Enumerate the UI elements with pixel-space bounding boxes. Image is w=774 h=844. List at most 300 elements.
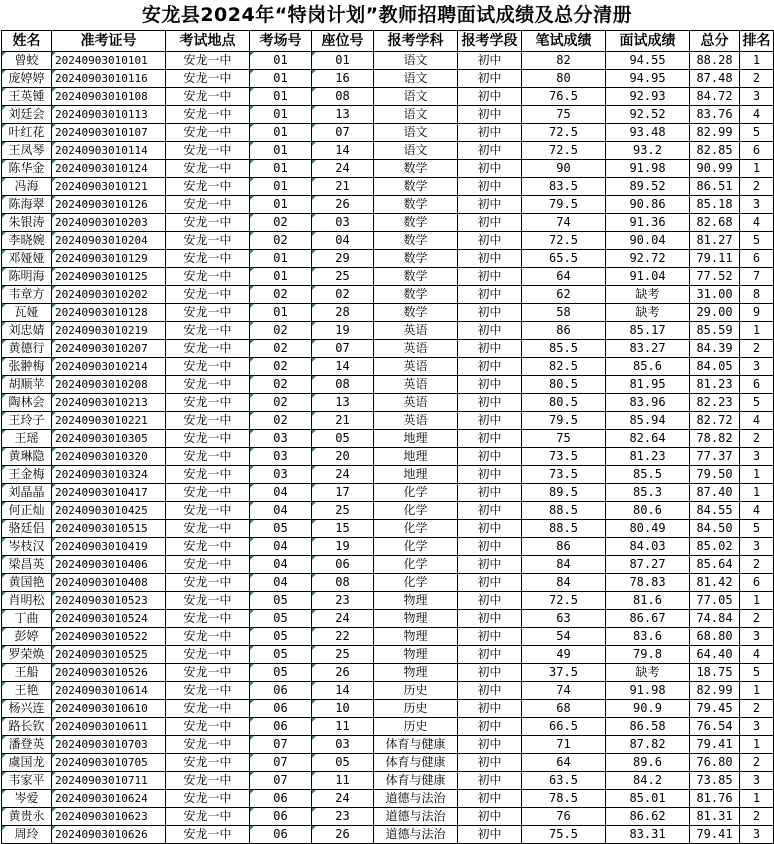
cell-rank bbox=[740, 52, 774, 70]
cell-location-text: 安龙一中 bbox=[183, 737, 232, 751]
cell-rank-text: 4 bbox=[752, 413, 761, 427]
cell-interview-score-text: 缺考 bbox=[635, 305, 660, 319]
cell-room bbox=[250, 88, 312, 106]
cell-interview-score-text: 90.86 bbox=[629, 197, 666, 211]
cell-written-score-text: 49 bbox=[556, 647, 571, 661]
cell-location bbox=[166, 214, 250, 232]
cell-location bbox=[166, 250, 250, 268]
cell-name-text: 彭婷 bbox=[14, 629, 39, 643]
cell-seat-text: 21 bbox=[335, 413, 350, 427]
text-number-indicator-icon bbox=[2, 286, 6, 290]
cell-seat bbox=[312, 214, 374, 232]
cell-subject-text: 物理 bbox=[403, 647, 428, 661]
cell-location bbox=[166, 322, 250, 340]
cell-room bbox=[250, 556, 312, 574]
header-written-score: 笔试成绩 bbox=[522, 31, 606, 52]
table-row bbox=[2, 772, 774, 790]
cell-seat-text: 14 bbox=[335, 143, 350, 157]
text-number-indicator-icon bbox=[2, 430, 6, 434]
cell-interview-score-text: 86.67 bbox=[629, 611, 666, 625]
cell-written-score bbox=[522, 556, 606, 574]
cell-exam-id bbox=[52, 610, 166, 628]
cell-written-score bbox=[522, 88, 606, 106]
text-number-indicator-icon bbox=[250, 250, 254, 254]
cell-written-score-text: 72.5 bbox=[549, 143, 578, 157]
cell-written-score-text: 63.5 bbox=[549, 773, 578, 787]
text-number-indicator-icon bbox=[52, 520, 56, 524]
cell-level bbox=[458, 196, 522, 214]
cell-location bbox=[166, 556, 250, 574]
text-number-indicator-icon bbox=[312, 520, 316, 524]
cell-room bbox=[250, 682, 312, 700]
cell-room-text: 03 bbox=[273, 449, 288, 463]
cell-seat bbox=[312, 286, 374, 304]
text-number-indicator-icon bbox=[52, 754, 56, 758]
score-sheet bbox=[1, 0, 773, 844]
cell-interview-score bbox=[606, 664, 690, 682]
cell-level-text: 初中 bbox=[477, 593, 502, 607]
cell-room-text: 06 bbox=[273, 683, 288, 697]
cell-interview-score bbox=[606, 682, 690, 700]
cell-location-text: 安龙一中 bbox=[183, 503, 232, 517]
cell-total bbox=[690, 736, 740, 754]
text-number-indicator-icon bbox=[2, 214, 6, 218]
cell-subject-text: 数学 bbox=[403, 197, 428, 211]
cell-subject bbox=[374, 808, 458, 826]
cell-room-text: 01 bbox=[273, 89, 288, 103]
cell-interview-score-text: 85.6 bbox=[633, 359, 662, 373]
cell-name bbox=[2, 106, 52, 124]
cell-room-text: 07 bbox=[273, 737, 288, 751]
cell-level-text: 初中 bbox=[477, 305, 502, 319]
text-number-indicator-icon bbox=[312, 394, 316, 398]
cell-name bbox=[2, 214, 52, 232]
text-number-indicator-icon bbox=[250, 376, 254, 380]
cell-seat-text: 24 bbox=[335, 791, 350, 805]
cell-seat-text: 08 bbox=[335, 575, 350, 589]
cell-location-text: 安龙一中 bbox=[183, 215, 232, 229]
cell-name-text: 庞婷婷 bbox=[8, 71, 45, 85]
cell-total bbox=[690, 412, 740, 430]
cell-location bbox=[166, 754, 250, 772]
text-number-indicator-icon bbox=[52, 142, 56, 146]
text-number-indicator-icon bbox=[312, 286, 316, 290]
cell-total bbox=[690, 358, 740, 376]
cell-written-score bbox=[522, 448, 606, 466]
cell-written-score-text: 71 bbox=[556, 737, 571, 751]
cell-level-text: 初中 bbox=[477, 395, 502, 409]
cell-total bbox=[690, 214, 740, 232]
table-row bbox=[2, 628, 774, 646]
cell-rank-text: 3 bbox=[752, 197, 761, 211]
cell-room bbox=[250, 628, 312, 646]
cell-exam-id bbox=[52, 178, 166, 196]
cell-level bbox=[458, 232, 522, 250]
cell-location bbox=[166, 124, 250, 142]
cell-exam-id bbox=[52, 736, 166, 754]
cell-seat bbox=[312, 628, 374, 646]
cell-seat bbox=[312, 808, 374, 826]
cell-level-text: 初中 bbox=[477, 737, 502, 751]
text-number-indicator-icon bbox=[2, 232, 6, 236]
cell-name bbox=[2, 376, 52, 394]
cell-room-text: 04 bbox=[273, 539, 288, 553]
table-row bbox=[2, 718, 774, 736]
text-number-indicator-icon bbox=[250, 88, 254, 92]
cell-written-score-text: 76 bbox=[556, 809, 571, 823]
cell-interview-score bbox=[606, 196, 690, 214]
text-number-indicator-icon bbox=[250, 754, 254, 758]
cell-written-score-text: 86 bbox=[556, 323, 571, 337]
cell-rank-text: 2 bbox=[752, 755, 761, 769]
cell-total bbox=[690, 718, 740, 736]
text-number-indicator-icon bbox=[2, 412, 6, 416]
cell-interview-score bbox=[606, 520, 690, 538]
cell-location-text: 安龙一中 bbox=[183, 413, 232, 427]
text-number-indicator-icon bbox=[250, 736, 254, 740]
cell-rank bbox=[740, 340, 774, 358]
cell-subject bbox=[374, 682, 458, 700]
cell-room bbox=[250, 808, 312, 826]
cell-subject bbox=[374, 826, 458, 844]
cell-name bbox=[2, 610, 52, 628]
cell-location-text: 安龙一中 bbox=[183, 539, 232, 553]
cell-subject-text: 物理 bbox=[403, 593, 428, 607]
cell-seat bbox=[312, 754, 374, 772]
cell-seat-text: 13 bbox=[335, 395, 350, 409]
table-row bbox=[2, 232, 774, 250]
cell-room bbox=[250, 52, 312, 70]
cell-location bbox=[166, 448, 250, 466]
cell-room-text: 04 bbox=[273, 557, 288, 571]
table-row bbox=[2, 322, 774, 340]
cell-seat bbox=[312, 304, 374, 322]
cell-interview-score bbox=[606, 142, 690, 160]
cell-rank bbox=[740, 232, 774, 250]
cell-rank bbox=[740, 214, 774, 232]
cell-rank bbox=[740, 790, 774, 808]
cell-rank bbox=[740, 448, 774, 466]
cell-total-text: 68.80 bbox=[696, 629, 733, 643]
table-header bbox=[2, 31, 774, 52]
cell-name-text: 胡顺苹 bbox=[8, 377, 45, 391]
cell-total-text: 84.05 bbox=[696, 359, 733, 373]
cell-subject-text: 物理 bbox=[403, 611, 428, 625]
cell-name bbox=[2, 268, 52, 286]
cell-subject bbox=[374, 736, 458, 754]
cell-name bbox=[2, 826, 52, 844]
cell-seat bbox=[312, 736, 374, 754]
cell-level bbox=[458, 340, 522, 358]
cell-level bbox=[458, 808, 522, 826]
text-number-indicator-icon bbox=[250, 574, 254, 578]
cell-exam-id bbox=[52, 412, 166, 430]
cell-rank bbox=[740, 358, 774, 376]
cell-subject-text: 道德与法治 bbox=[385, 809, 446, 823]
cell-rank-text: 4 bbox=[752, 647, 761, 661]
table-row bbox=[2, 268, 774, 286]
cell-seat bbox=[312, 484, 374, 502]
text-number-indicator-icon bbox=[250, 772, 254, 776]
text-number-indicator-icon bbox=[2, 664, 6, 668]
cell-subject-text: 语文 bbox=[403, 125, 428, 139]
cell-exam-id-text: 20240903010324 bbox=[55, 468, 148, 481]
cell-written-score-text: 89.5 bbox=[549, 485, 578, 499]
cell-total-text: 29.00 bbox=[696, 305, 733, 319]
cell-location-text: 安龙一中 bbox=[183, 377, 232, 391]
cell-name-text: 虞国龙 bbox=[8, 755, 45, 769]
cell-subject-text: 数学 bbox=[403, 305, 428, 319]
cell-room bbox=[250, 358, 312, 376]
cell-written-score-text: 63 bbox=[556, 611, 571, 625]
cell-rank-text: 1 bbox=[752, 737, 761, 751]
cell-total-text: 79.41 bbox=[696, 737, 733, 751]
cell-level-text: 初中 bbox=[477, 125, 502, 139]
cell-exam-id-text: 20240903010107 bbox=[55, 126, 148, 139]
cell-level-text: 初中 bbox=[477, 809, 502, 823]
cell-level-text: 初中 bbox=[477, 287, 502, 301]
cell-written-score-text: 86 bbox=[556, 539, 571, 553]
table-row bbox=[2, 574, 774, 592]
cell-written-score-text: 75 bbox=[556, 107, 571, 121]
cell-written-score-text: 72.5 bbox=[549, 233, 578, 247]
cell-rank bbox=[740, 124, 774, 142]
cell-subject bbox=[374, 196, 458, 214]
cell-room bbox=[250, 736, 312, 754]
cell-subject bbox=[374, 574, 458, 592]
cell-subject-text: 化学 bbox=[403, 485, 428, 499]
cell-name-text: 王艳 bbox=[14, 683, 39, 697]
cell-total bbox=[690, 826, 740, 844]
cell-interview-score bbox=[606, 376, 690, 394]
cell-name bbox=[2, 412, 52, 430]
cell-interview-score bbox=[606, 304, 690, 322]
cell-room bbox=[250, 502, 312, 520]
cell-seat bbox=[312, 124, 374, 142]
table-row bbox=[2, 466, 774, 484]
cell-room bbox=[250, 124, 312, 142]
cell-subject bbox=[374, 412, 458, 430]
text-number-indicator-icon bbox=[52, 268, 56, 272]
cell-written-score bbox=[522, 520, 606, 538]
cell-room-text: 01 bbox=[273, 197, 288, 211]
text-number-indicator-icon bbox=[250, 142, 254, 146]
cell-interview-score bbox=[606, 574, 690, 592]
cell-subject bbox=[374, 484, 458, 502]
cell-interview-score-text: 90.9 bbox=[633, 701, 662, 715]
cell-level-text: 初中 bbox=[477, 827, 502, 841]
cell-exam-id-text: 20240903010425 bbox=[55, 504, 148, 517]
cell-exam-id bbox=[52, 250, 166, 268]
cell-rank bbox=[740, 304, 774, 322]
cell-location-text: 安龙一中 bbox=[183, 395, 232, 409]
cell-total-text: 79.11 bbox=[696, 251, 733, 265]
text-number-indicator-icon bbox=[52, 700, 56, 704]
cell-seat bbox=[312, 772, 374, 790]
header-level: 报考学段 bbox=[458, 31, 522, 52]
cell-name bbox=[2, 718, 52, 736]
cell-name bbox=[2, 556, 52, 574]
cell-written-score-text: 82.5 bbox=[549, 359, 578, 373]
cell-name-text: 韦章方 bbox=[8, 287, 45, 301]
cell-level bbox=[458, 682, 522, 700]
cell-exam-id bbox=[52, 574, 166, 592]
cell-written-score bbox=[522, 70, 606, 88]
cell-seat-text: 22 bbox=[335, 629, 350, 643]
cell-total-text: 82.23 bbox=[696, 395, 733, 409]
cell-room bbox=[250, 412, 312, 430]
cell-level-text: 初中 bbox=[477, 233, 502, 247]
text-number-indicator-icon bbox=[2, 250, 6, 254]
cell-written-score-text: 62 bbox=[556, 287, 571, 301]
text-number-indicator-icon bbox=[312, 790, 316, 794]
table-row bbox=[2, 664, 774, 682]
cell-seat-text: 06 bbox=[335, 557, 350, 571]
cell-written-score-text: 75 bbox=[556, 431, 571, 445]
cell-exam-id-text: 20240903010711 bbox=[55, 774, 148, 787]
cell-exam-id-text: 20240903010116 bbox=[55, 72, 148, 85]
cell-rank bbox=[740, 466, 774, 484]
cell-written-score bbox=[522, 538, 606, 556]
cell-total-text: 77.52 bbox=[696, 269, 733, 283]
cell-subject-text: 物理 bbox=[403, 665, 428, 679]
cell-level-text: 初中 bbox=[477, 341, 502, 355]
cell-interview-score-text: 78.83 bbox=[629, 575, 666, 589]
cell-total-text: 85.02 bbox=[696, 539, 733, 553]
cell-seat bbox=[312, 664, 374, 682]
cell-interview-score-text: 83.31 bbox=[629, 827, 666, 841]
cell-total bbox=[690, 124, 740, 142]
cell-rank bbox=[740, 142, 774, 160]
cell-location bbox=[166, 484, 250, 502]
table-row bbox=[2, 700, 774, 718]
text-number-indicator-icon bbox=[250, 466, 254, 470]
cell-interview-score-text: 79.8 bbox=[633, 647, 662, 661]
cell-exam-id bbox=[52, 430, 166, 448]
cell-name-text: 罗荣焕 bbox=[8, 647, 45, 661]
cell-level-text: 初中 bbox=[477, 161, 502, 175]
cell-total bbox=[690, 700, 740, 718]
cell-subject bbox=[374, 700, 458, 718]
cell-rank bbox=[740, 376, 774, 394]
cell-rank-text: 2 bbox=[752, 179, 761, 193]
cell-exam-id bbox=[52, 142, 166, 160]
text-number-indicator-icon bbox=[52, 610, 56, 614]
cell-written-score-text: 75.5 bbox=[549, 827, 578, 841]
cell-written-score bbox=[522, 232, 606, 250]
text-number-indicator-icon bbox=[312, 466, 316, 470]
cell-rank-text: 3 bbox=[752, 773, 761, 787]
text-number-indicator-icon bbox=[250, 124, 254, 128]
cell-room bbox=[250, 466, 312, 484]
cell-room-text: 02 bbox=[273, 323, 288, 337]
cell-interview-score-text: 84.2 bbox=[633, 773, 662, 787]
table-row bbox=[2, 358, 774, 376]
cell-room-text: 01 bbox=[273, 179, 288, 193]
cell-written-score-text: 64 bbox=[556, 755, 571, 769]
text-number-indicator-icon bbox=[52, 376, 56, 380]
cell-seat-text: 19 bbox=[335, 539, 350, 553]
cell-exam-id-text: 20240903010705 bbox=[55, 756, 148, 769]
cell-subject-text: 数学 bbox=[403, 233, 428, 247]
cell-exam-id-text: 20240903010614 bbox=[55, 684, 148, 697]
text-number-indicator-icon bbox=[312, 556, 316, 560]
cell-name bbox=[2, 754, 52, 772]
cell-room bbox=[250, 286, 312, 304]
cell-exam-id bbox=[52, 88, 166, 106]
cell-room bbox=[250, 448, 312, 466]
text-number-indicator-icon bbox=[2, 448, 6, 452]
cell-total bbox=[690, 448, 740, 466]
cell-seat-text: 28 bbox=[335, 305, 350, 319]
text-number-indicator-icon bbox=[250, 682, 254, 686]
cell-interview-score bbox=[606, 754, 690, 772]
text-number-indicator-icon bbox=[52, 340, 56, 344]
cell-exam-id bbox=[52, 286, 166, 304]
text-number-indicator-icon bbox=[250, 502, 254, 506]
cell-subject bbox=[374, 394, 458, 412]
cell-room bbox=[250, 142, 312, 160]
cell-total-text: 81.27 bbox=[696, 233, 733, 247]
cell-rank bbox=[740, 736, 774, 754]
text-number-indicator-icon bbox=[52, 628, 56, 632]
cell-room bbox=[250, 196, 312, 214]
cell-exam-id-text: 20240903010101 bbox=[55, 54, 148, 67]
cell-exam-id bbox=[52, 448, 166, 466]
cell-rank-text: 3 bbox=[752, 719, 761, 733]
cell-level bbox=[458, 448, 522, 466]
cell-rank-text: 1 bbox=[752, 323, 761, 337]
cell-interview-score-text: 83.96 bbox=[629, 395, 666, 409]
cell-exam-id bbox=[52, 826, 166, 844]
cell-exam-id-text: 20240903010204 bbox=[55, 234, 148, 247]
cell-level-text: 初中 bbox=[477, 359, 502, 373]
cell-rank-text: 4 bbox=[752, 215, 761, 229]
cell-written-score-text: 54 bbox=[556, 629, 571, 643]
cell-location-text: 安龙一中 bbox=[183, 161, 232, 175]
table-row bbox=[2, 52, 774, 70]
cell-seat-text: 16 bbox=[335, 71, 350, 85]
text-number-indicator-icon bbox=[52, 448, 56, 452]
text-number-indicator-icon bbox=[52, 358, 56, 362]
cell-interview-score bbox=[606, 538, 690, 556]
cell-room bbox=[250, 520, 312, 538]
cell-seat bbox=[312, 142, 374, 160]
cell-exam-id-text: 20240903010219 bbox=[55, 324, 148, 337]
cell-room-text: 01 bbox=[273, 269, 288, 283]
cell-written-score-text: 72.5 bbox=[549, 125, 578, 139]
cell-total-text: 31.00 bbox=[696, 287, 733, 301]
cell-name bbox=[2, 340, 52, 358]
text-number-indicator-icon bbox=[312, 178, 316, 182]
cell-location-text: 安龙一中 bbox=[183, 719, 232, 733]
cell-exam-id-text: 20240903010419 bbox=[55, 540, 148, 553]
cell-room bbox=[250, 340, 312, 358]
cell-name bbox=[2, 322, 52, 340]
cell-written-score bbox=[522, 106, 606, 124]
cell-exam-id-text: 20240903010124 bbox=[55, 162, 148, 175]
cell-level bbox=[458, 826, 522, 844]
cell-total-text: 64.40 bbox=[696, 647, 733, 661]
text-number-indicator-icon bbox=[52, 430, 56, 434]
cell-name-text: 岑枝汉 bbox=[8, 539, 45, 553]
cell-subject bbox=[374, 178, 458, 196]
text-number-indicator-icon bbox=[312, 754, 316, 758]
cell-seat-text: 05 bbox=[335, 431, 350, 445]
cell-level bbox=[458, 736, 522, 754]
text-number-indicator-icon bbox=[250, 484, 254, 488]
text-number-indicator-icon bbox=[52, 718, 56, 722]
